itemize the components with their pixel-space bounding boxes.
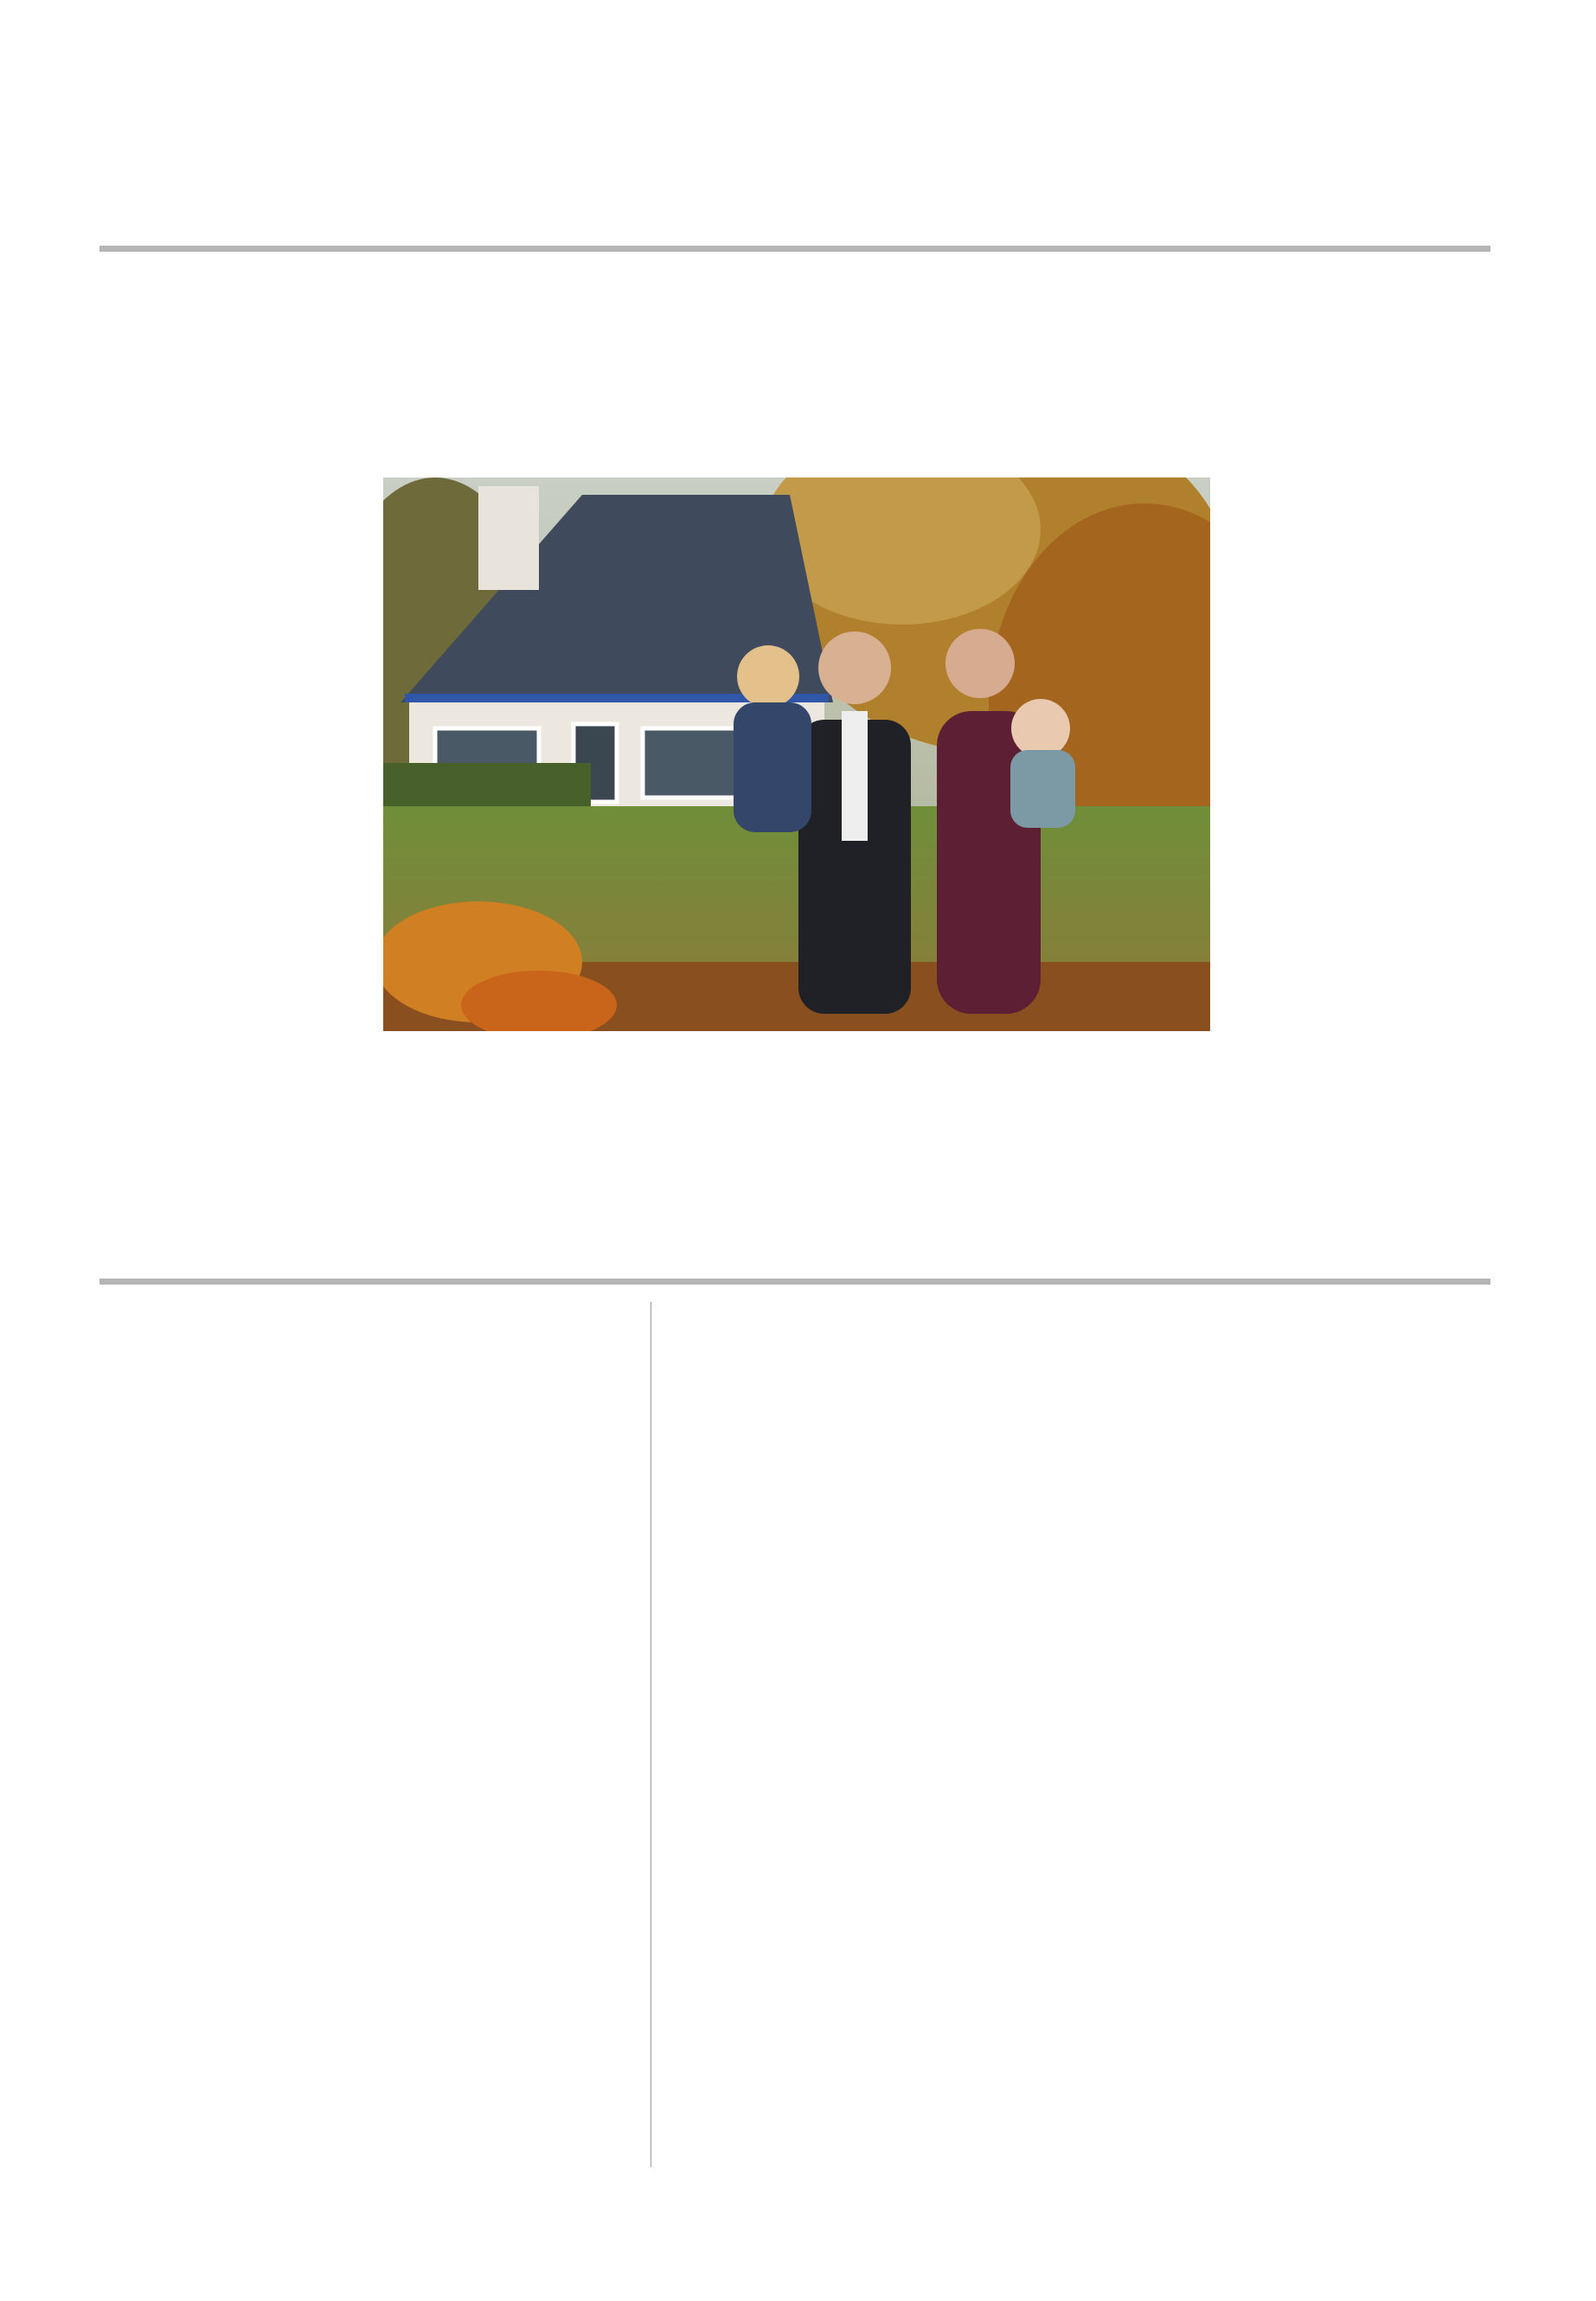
internet-col-1 (99, 1391, 359, 1410)
photo-illustration (383, 478, 1210, 1031)
header-rule (99, 246, 1490, 252)
section-rule (99, 1279, 1490, 1285)
main-lead-column (99, 474, 359, 490)
masthead (1192, 99, 1391, 100)
family-photo (383, 478, 1210, 1031)
